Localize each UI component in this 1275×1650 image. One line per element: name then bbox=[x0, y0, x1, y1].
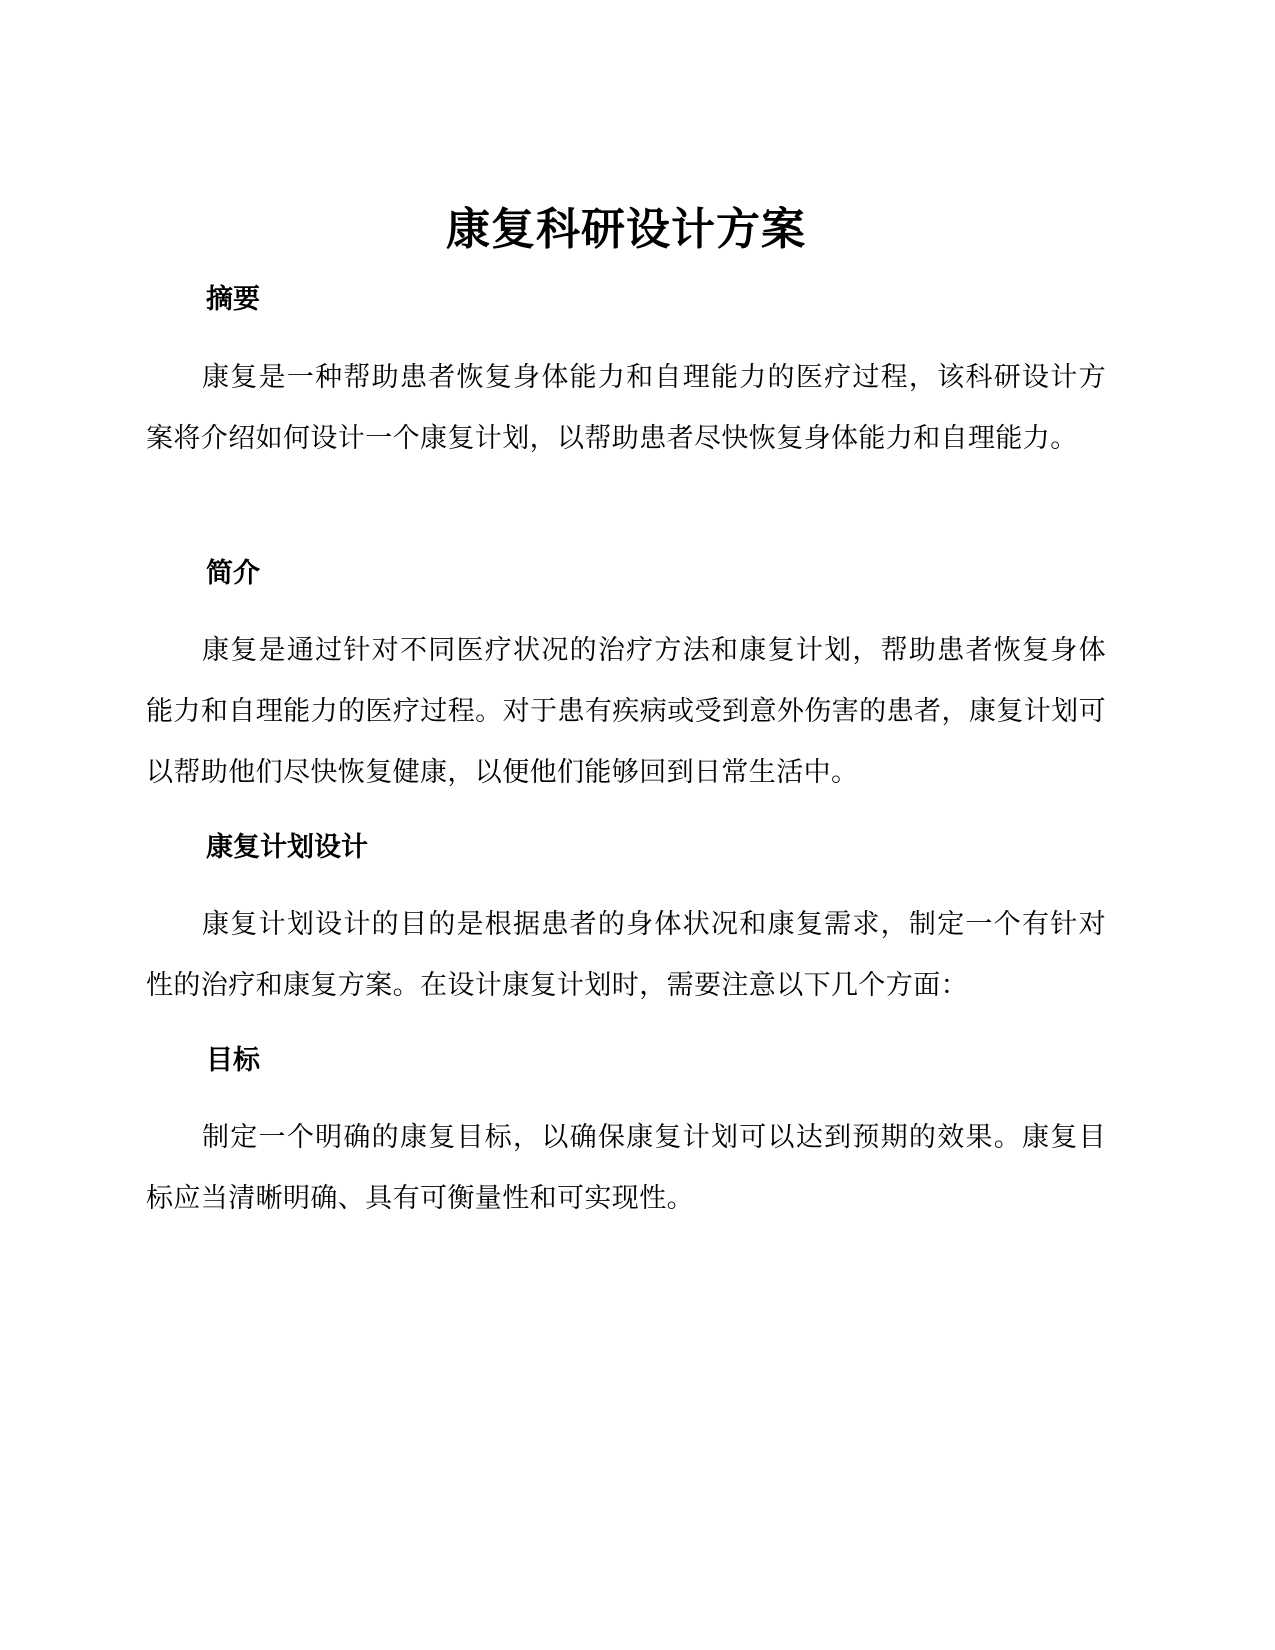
section-heading-abstract: 摘要 bbox=[206, 284, 260, 315]
section-heading-plan-design: 康复计划设计 bbox=[206, 832, 368, 863]
section-heading-goals: 目标 bbox=[206, 1045, 260, 1076]
document-title: 康复科研设计方案 bbox=[446, 204, 806, 255]
section-paragraph-plan-design: 康复计划设计的目的是根据患者的身体状况和康复需求，制定一个有针对性的治疗和康复方案。在设计康复计划时，需要注意以下几个方面： bbox=[146, 909, 1106, 1001]
section-heading-introduction: 简介 bbox=[206, 558, 260, 589]
section-paragraph-goals: 制定一个明确的康复目标，以确保康复计划可以达到预期的效果。康复目标应当清晰明确、具有可衡量性和可实现性。 bbox=[146, 1122, 1106, 1214]
section-paragraph-abstract: 康复是一种帮助患者恢复身体能力和自理能力的医疗过程，该科研设计方案将介绍如何设计一个康复计划，以帮助患者尽快恢复身体能力和自理能力。 bbox=[146, 362, 1106, 454]
section-paragraph-introduction: 康复是通过针对不同医疗状况的治疗方法和康复计划，帮助患者恢复身体能力和自理能力的医疗过程。对于患有疾病或受到意外伤害的患者，康复计划可以帮助他们尽快恢复健康，以便他们能够回到日常生活中。 bbox=[146, 635, 1106, 788]
